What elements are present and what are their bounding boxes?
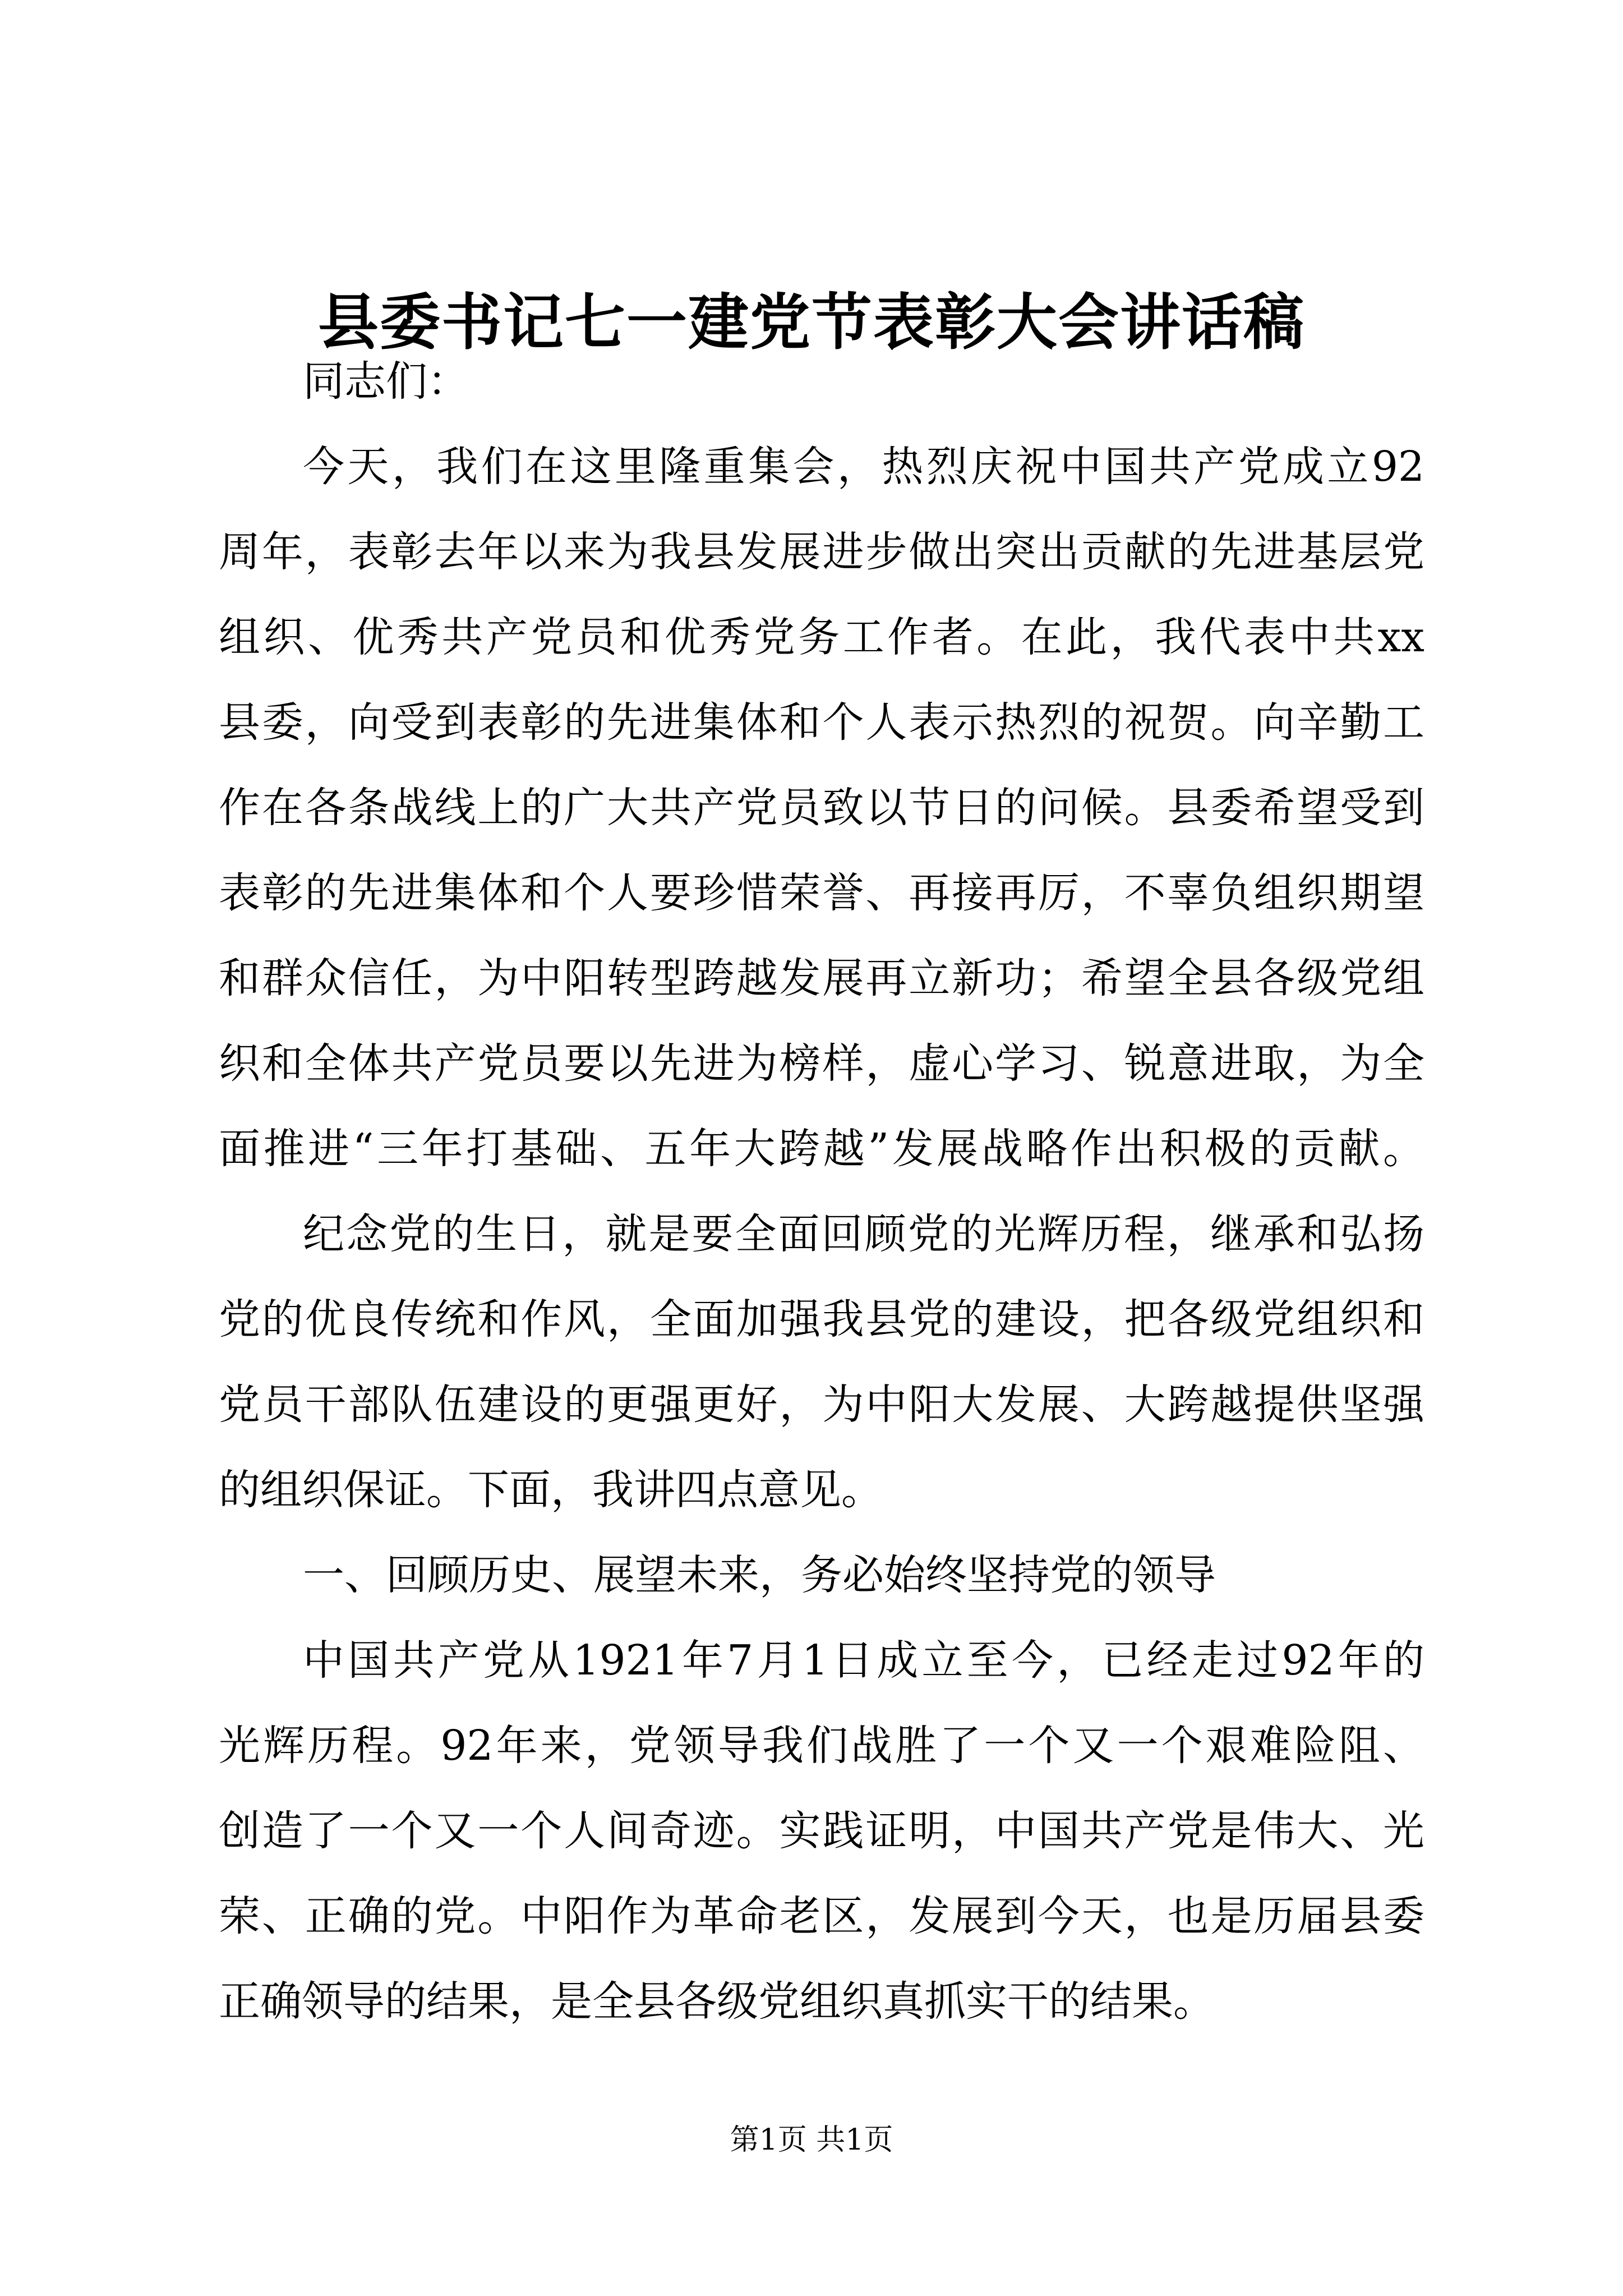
paragraph-line: 面推进“三年打基础、五年大跨越”发展战略作出积极的贡献。 [219,1125,1424,1173]
paragraph-line: 党的优良传统和作风，全面加强我县党的建设，把各级党组织和 [219,1295,1424,1343]
paragraph-line: 表彰的先进集体和个人要珍惜荣誉、再接再厉，不辜负组织期望 [219,869,1424,917]
paragraph-line: 和群众信任，为中阳转型跨越发展再立新功；希望全县各级党组 [219,954,1424,1002]
paragraph-line: 作在各条战线上的广大共产党员致以节日的问候。县委希望受到 [219,784,1424,832]
paragraph-line: 组织、优秀共产党员和优秀党务工作者。在此，我代表中共xx [219,613,1424,661]
document-title: 县委书记七一建党节表彰大会讲话稿 [317,287,1305,358]
page-footer: 第1页 共1页 [730,2123,893,2157]
paragraph-line: 荣、正确的党。中阳作为革命老区，发展到今天，也是历届县委 [219,1892,1424,1940]
paragraph-line: 纪念党的生日，就是要全面回顾党的光辉历程，继承和弘扬 [303,1210,1424,1258]
paragraph-line: 周年，表彰去年以来为我县发展进步做出突出贡献的先进基层党 [219,528,1424,576]
paragraph-line: 正确领导的结果，是全县各级党组织真抓实干的结果。 [219,1977,1215,2026]
paragraph-line: 光辉历程。92年来，党领导我们战胜了一个又一个艰难险阻、 [219,1722,1424,1770]
salutation: 同志们： [303,357,469,406]
paragraph-line: 党员干部队伍建设的更强更好，为中阳大发展、大跨越提供坚强 [219,1381,1424,1429]
paragraph-line: 的组织保证。下面，我讲四点意见。 [219,1466,883,1514]
paragraph-line: 织和全体共产党员要以先进为榜样，虚心学习、锐意进取，为全 [219,1039,1424,1088]
paragraph-line: 创造了一个又一个人间奇迹。实践证明，中国共产党是伟大、光 [219,1807,1424,1855]
section-heading: 一、回顾历史、展望未来，务必始终坚持党的领导 [303,1551,1216,1599]
paragraph-line: 县委，向受到表彰的先进集体和个人表示热烈的祝贺。向辛勤工 [219,698,1424,747]
paragraph-line: 今天，我们在这里隆重集会，热烈庆祝中国共产党成立92 [303,443,1424,491]
paragraph-line: 中国共产党从1921年7月1日成立至今，已经走过92年的 [303,1636,1424,1685]
